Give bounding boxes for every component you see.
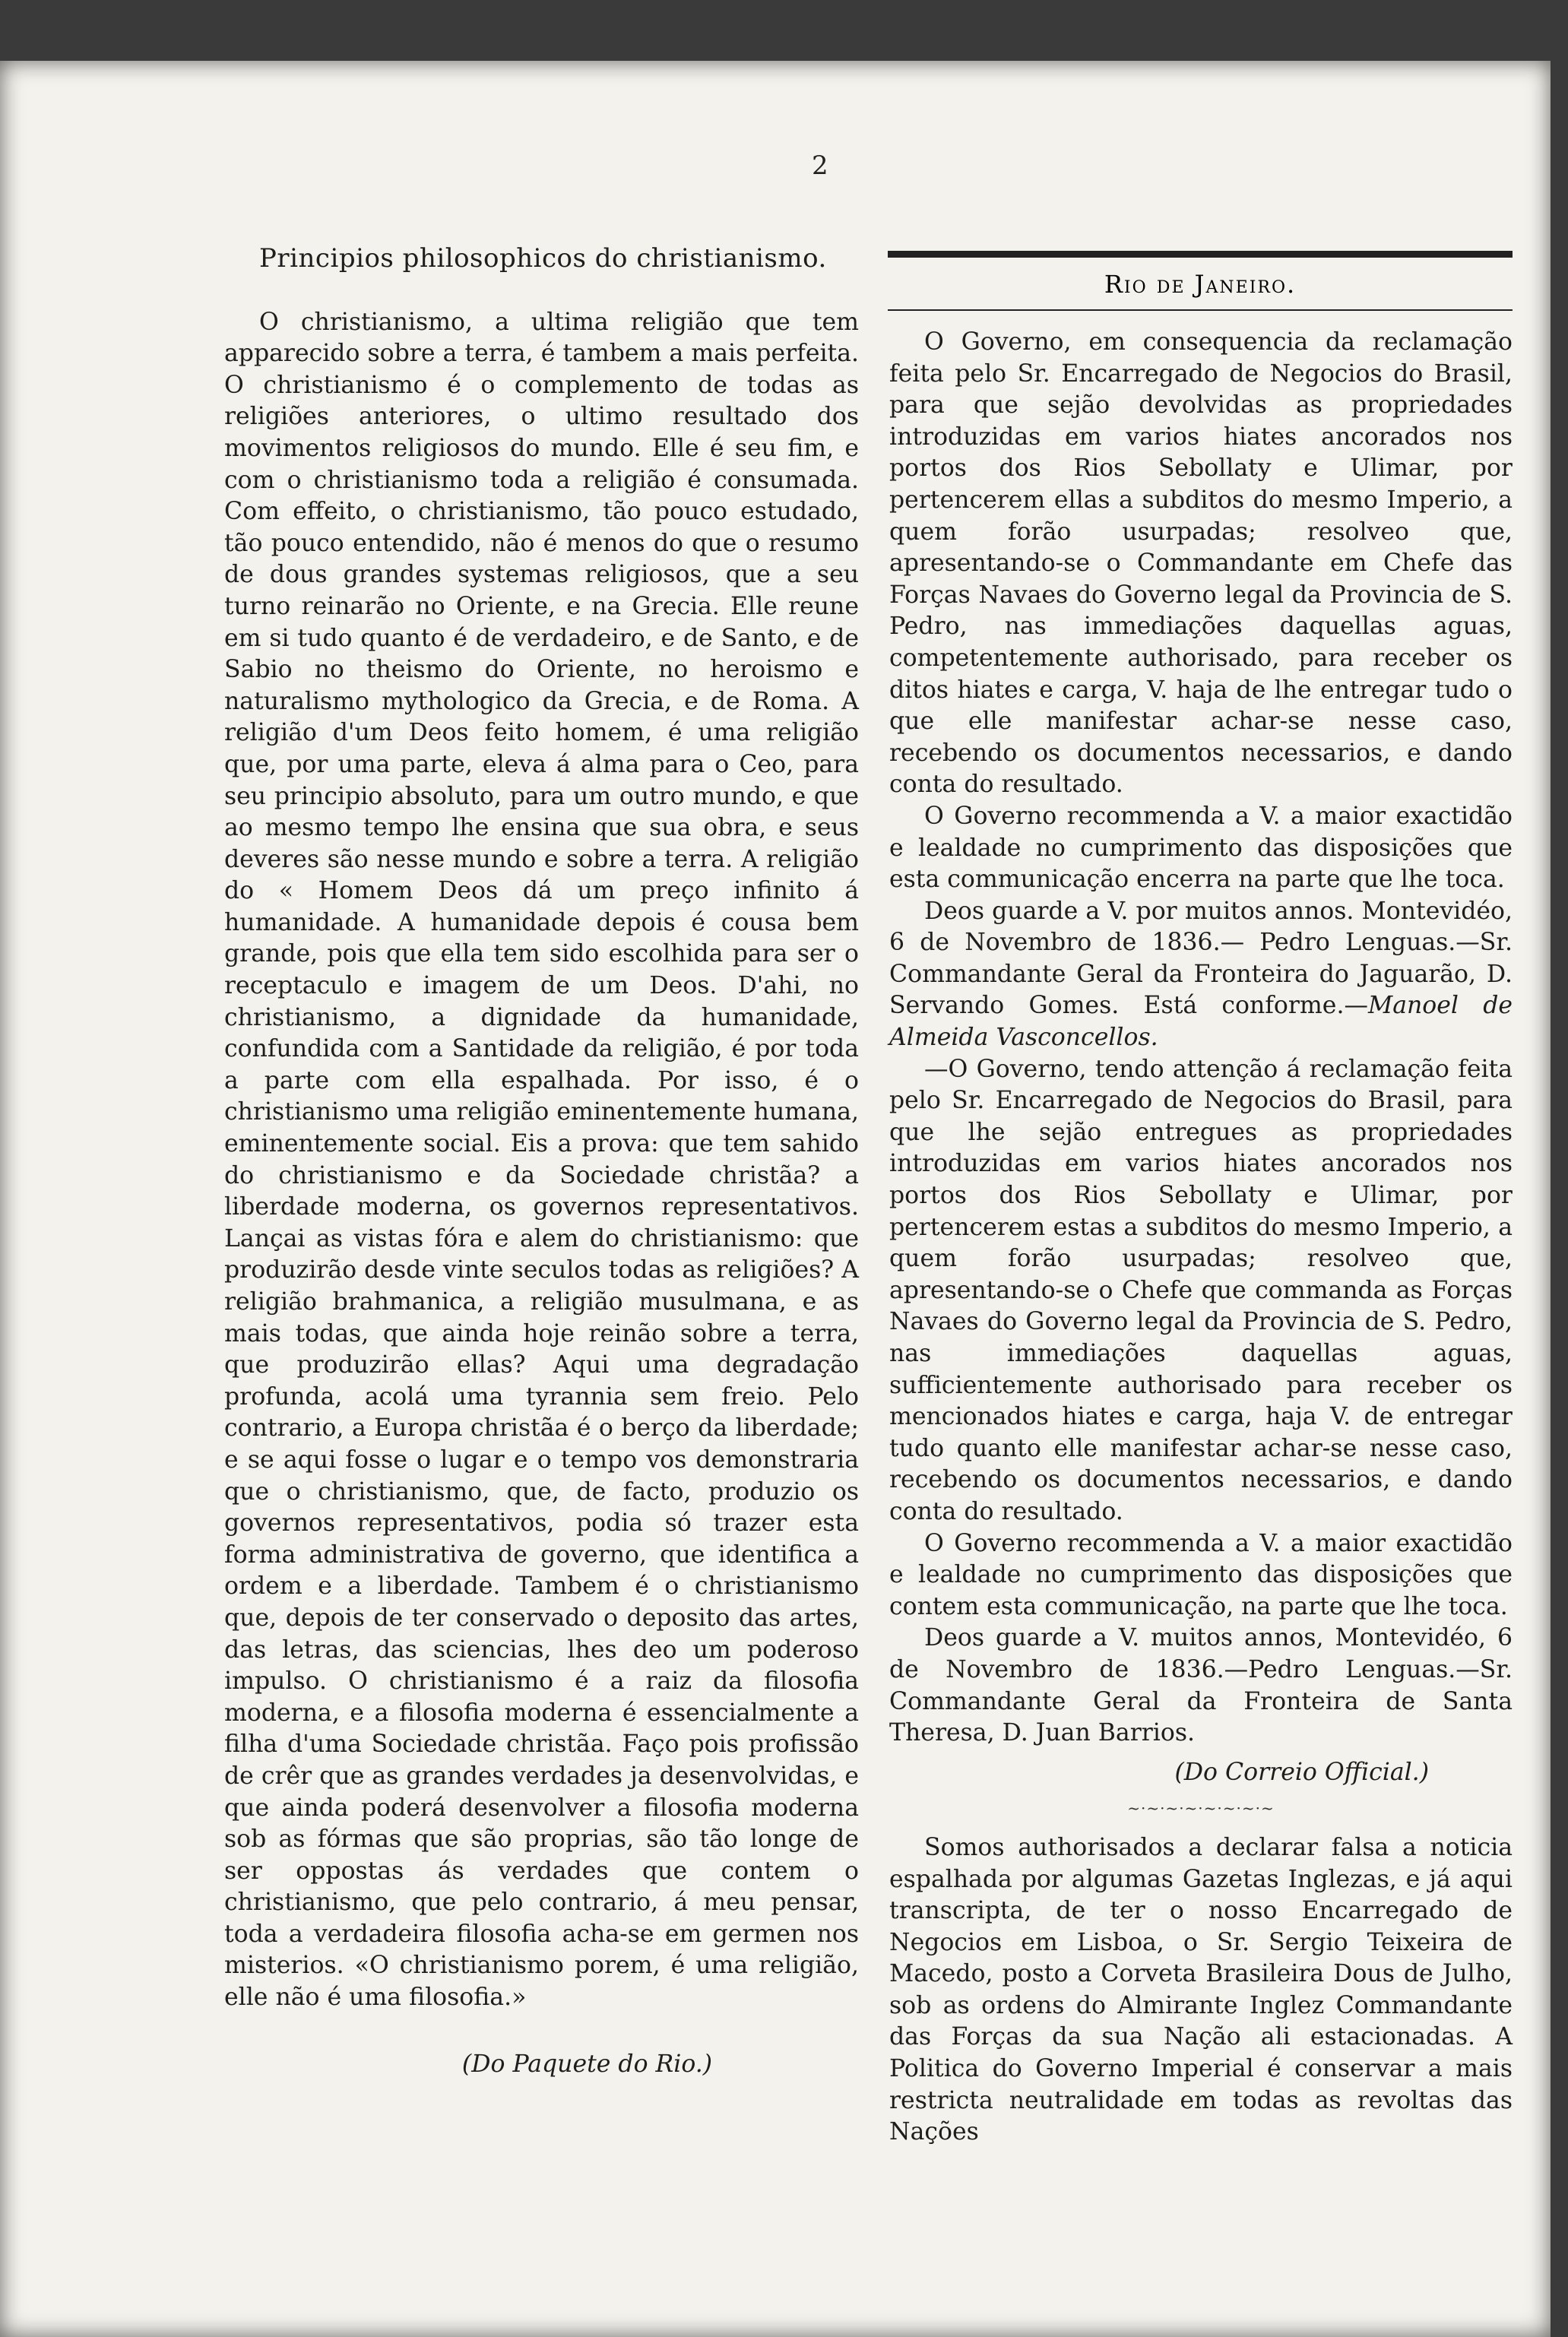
right-column [889,327,1513,2149]
heading-rule-top [888,251,1513,258]
paragraph-7: Somos authorisados a declarar falsa a noticia espalhada por algumas Gazetas Inglezas, e já aqui transcripta, de ter o nosso Encarregado de Negocios em Lisboa, o Sr. Sergio Teixeira de Macedo, posto a Corveta Brasileira Dous de Julho, sob as ordens do Almirante Inglez Commandante das Forças da sua Nação ali estacionadas. A Politica do Governo Imperial é conservar a mais restricta neutralidade em todas as revoltas das Nações [889,1833,1513,2146]
paragraph-3-text: Deos guarde a V. por muitos annos. Montevidéo, 6 de Novembro de 1836.— Pedro Lenguas.—Sr. Commandante Geral da Fronteira do Jaguarão, D. Servando Gomes. Está conforme.— [889,897,1513,1020]
paragraph-6: Deos guarde a V. muitos annos, Montevidéo, 6 de Novembro de 1836.—Pedro Lenguas.—Sr. Commandante Geral da Fronteira de Santa Theresa, D. Juan Barrios. [889,1624,1513,1747]
paragraph-3 [889,896,1513,1054]
article-body: O christianismo, a ultima religião que tem apparecido sobre a terra, é tambem a mais perfeita. O christianismo é o complemento de todas as religiões anteriores, o ultimo resultado dos movimentos religiosos do mundo. Elle é seu fim, e com o christianismo toda a religião é consumada. Com effeito, o christianismo, tão pouco estudado, tão pouco entendido, não é menos do que o resumo de dous grandes systemas religiosos, que a seu turno reinarão no Oriente, e na Grecia. Elle reune em si tudo quanto é de verdadeiro, e de Santo, e de Sabio no theismo do Oriente, no heroismo e naturalismo mythologico da Grecia, e de Roma. A religião d'um Deos feito homem, é uma religião que, por uma parte, eleva á alma para o Ceo, para seu principio absoluto, para um outro mundo, e que ao mesmo tempo lhe ensina que sua obra, e seus deveres são nesse mundo e sobre a terra. A religião do « Homem Deos dá um preço infinito á humanidade. A humanidade depois é cousa bem grande, pois que ella tem sido escolhida para ser o receptaculo e imagem de um Deos. D'ahi, no christianismo, a dignidade da humanidade, confundida com a Santidade da religião, é por toda a parte com ella espalhada. Por isso, é o christianismo uma religião eminentemente humana, eminentemente social. Eis a prova: que tem sahido do christianismo e da Sociedade christãa? a liberdade moderna, os governos representativos. Lançai as vistas fóra e alem do christianismo: que produzirão desde vinte seculos todas as religiões? A religião brahmanica, a religião musulmana, e as mais todas, que ainda hoje reinão sobre a terra, que produzirão ellas? Aqui uma degradação profunda, acolá uma tyrannia sem freio. Pelo contrario, a Europa christãa é o berço da liberdade; e se aqui fosse o lugar e o tempo vos demonstraria que o christianismo, que, de facto, produzio os governos representativos, podia só trazer esta forma administrativa de governo, que identifica a ordem e a liberdade. Tambem é o christianismo que, depois de ter conservado o deposito das artes, das letras, das sciencias, lhes deo um poderoso impulso. O christianismo é a raiz da filosofia moderna, e a filosofia moderna é essencialmente a filha d'uma Sociedade christãa. Faço pois profissão de crêr que as grandes verdades ja desenvolvidas, e que ainda poderá desenvolver a filosofia moderna sob as fórmas que são proprias, são tão longe de ser oppostas ás verdades que contem o christianismo, que pelo contrario, á meu pensar, toda a verdadeira filosofia acha-se em germen nos misterios. «O christianismo porem, é uma religião, elle não é uma filosofia.» [224,308,859,2012]
newspaper-page [0,61,1551,2337]
page-number: 2 [812,150,828,181]
paragraph-1: O Governo, em consequencia da reclamação feita pelo Sr. Encarregado de Negocios do Brasil, para que sejão devolvidas as propriedades introduzidas em varios hiates ancorados nos portos dos Rios Sebollaty e Ulimar, por pertencerem ellas a subditos do mesmo Imperio, a quem forão usurpadas; resolveo que, apresentando-se o Commandante em Chefe das Forças Navaes do Governo legal da Provincia de S. Pedro, nas immediações daquellas aguas, competentemente authorisado, para receber os ditos hiates e carga, V. haja de lhe entregar tudo o que elle manifestar achar-se nesse caso, recebendo os documentos necessarios, e dando conta do resultado. [889,328,1513,799]
paragraph-5: O Governo recommenda a V. a maior exactidão e lealdade no cumprimento das disposições que contem esta communicação, na parte que lhe toca. [889,1529,1513,1620]
paragraph-4: —O Governo, tendo attenção á reclamação feita pelo Sr. Encarregado de Negocios do Brasil, para que lhe sejão entregues as propriedades introduzidas em varios hiates ancorados nos portos dos Rios Sebollaty e Ulimar, por pertencerem estas a subditos do mesmo Imperio, a quem forão usurpadas; resolveo que, apresentando-se o Chefe que commanda as Forças Navaes do Governo legal da Provincia de S. Pedro, nas immediações daquellas aguas, sufficientemente authorisado para receber os mencionados hiates e carga, haja V. de entregar tudo quanto elle manifestar achar-se nesse caso, recebendo os documentos necessarios, e dando conta do resultado. [889,1055,1513,1525]
right-source: (Do Correio Official.) [1174,1758,1429,1786]
ornamental-divider: ~·~·~·~·~·~·~·~ [1127,1799,1275,1818]
section-header [888,251,1513,311]
article-source: (Do Paquete do Rio.) [461,2050,713,2078]
paragraph-2: O Governo recommenda a V. a maior exactidão e lealdade no cumprimento das disposições que esta communicação encerra na parte que lhe toca. [889,802,1513,894]
section-heading: Rio de Janeiro. [1104,270,1297,299]
signature: Manoel de Almeida Vasconcellos. [889,992,1513,1052]
article-heading: Principios philosophicos do christianismo. [259,243,827,274]
left-column [224,243,859,2080]
heading-rule-bottom [888,309,1513,311]
